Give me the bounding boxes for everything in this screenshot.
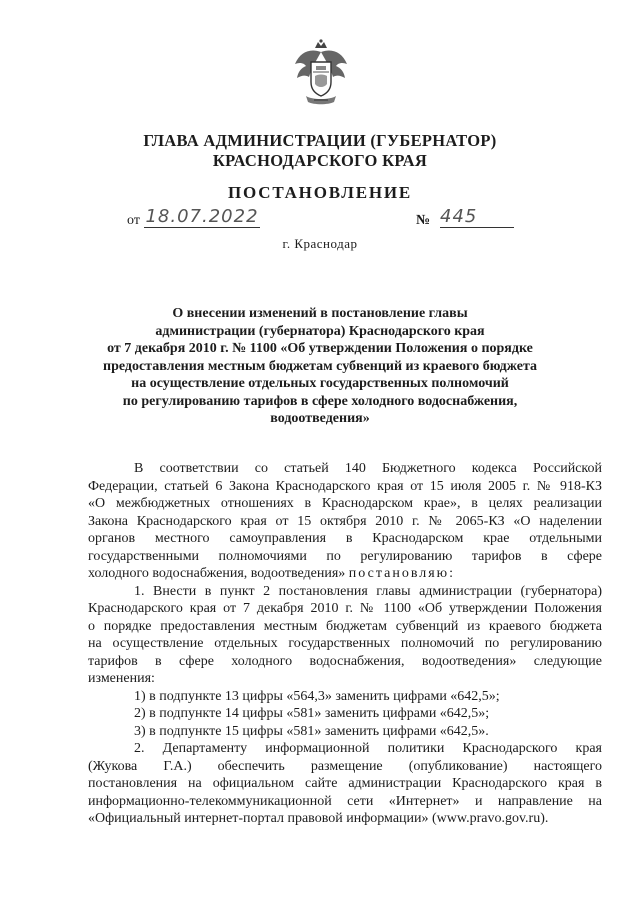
title-line: от 7 декабря 2010 г. № 1100 «Об утверждении Положения о порядке [107, 341, 533, 356]
body-line: В соответствии со статьей 140 Бюджетного кодекса Российской [134, 461, 602, 476]
decree-word: постановляю: [348, 566, 456, 581]
document-title [0, 305, 640, 428]
date-label: от [127, 213, 140, 228]
title-line: предоставления местным бюджетам субвенций из краевого бюджета [103, 358, 537, 374]
body-line: (Жукова Г.А.) обеспечить размещение (опубликование) настоящего [88, 758, 602, 774]
document-type: ПОСТАНОВЛЕНИЕ [227, 183, 413, 202]
body-line: «Официальный интернет-портал правовой информации» (www.pravo.gov.ru). [88, 811, 549, 826]
body-line: постановления на официальном сайте администрации Краснодарского края в [88, 776, 602, 791]
body-line [88, 565, 602, 583]
body-line: «О межбюджетных отношениях в Краснодарском крае», в целях реализации [88, 496, 602, 511]
body-fragment: холодного водоснабжения, водоотведения» [88, 566, 346, 581]
authority-name-line2: КРАСНОДАРСКОГО КРАЯ [212, 151, 428, 170]
title-line: на осуществление отдельных государственных полномочий [131, 376, 509, 391]
city-line: г. Краснодар [282, 236, 358, 251]
body-line: 2) в подпункте 14 цифры «581» заменить цифрами «642,5»; [134, 706, 490, 721]
title-line: администрации (губернатора) Краснодарского края [155, 323, 485, 339]
body-line: о порядке предоставления местным бюджетам субвенций из краевого бюджета [88, 618, 602, 634]
body-line: 1) в подпункте 13 цифры «564,3» заменить цифрами «642,5»; [134, 688, 500, 704]
body-line: Федерации, статьей 6 Закона Краснодарского края от 15 июля 2005 г. № 918-КЗ [88, 478, 602, 494]
body-line: Краснодарского края от 7 декабря 2010 г. № 1100 «Об утверждении Положения [88, 601, 602, 616]
handwritten-date: 18.07.2022 [145, 206, 259, 227]
document-body [88, 460, 602, 828]
body-line: изменения: [88, 671, 155, 686]
body-line: тарифов в сфере холодного водоснабжения, водоотведения» следующие [88, 653, 602, 669]
handwritten-number: 445 [440, 206, 514, 228]
title-line: водоотведения» [270, 411, 370, 426]
body-line: органов местного самоуправления в Краснодарском крае отдельными [88, 531, 602, 546]
body-line: 2. Департаменту информационной политики Краснодарского края [134, 741, 602, 756]
number-label: № [416, 213, 431, 228]
body-line: на осуществление отдельных государственных полномочий по регулированию [88, 636, 602, 651]
body-line: государственными полномочиями по регулированию тарифов в сфере [88, 548, 602, 564]
coat-of-arms-icon [292, 38, 350, 108]
title-line: О внесении изменений в постановление главы [172, 306, 468, 321]
body-line: 1. Внести в пункт 2 постановления главы администрации (губернатора) [134, 583, 602, 599]
body-line: 3) в подпункте 15 цифры «581» заменить цифрами «642,5». [134, 723, 489, 739]
body-line: информационно-телекоммуникационной сети «Интернет» и направление на [88, 793, 602, 809]
title-line: по регулированию тарифов в сфере холодного водоснабжения, [122, 393, 518, 409]
body-line: Закона Краснодарского края от 15 октября 2010 г. № 2065-КЗ «О наделении [88, 513, 602, 529]
authority-name-line1: ГЛАВА АДМИНИСТРАЦИИ (ГУБЕРНАТОР) [143, 131, 497, 150]
